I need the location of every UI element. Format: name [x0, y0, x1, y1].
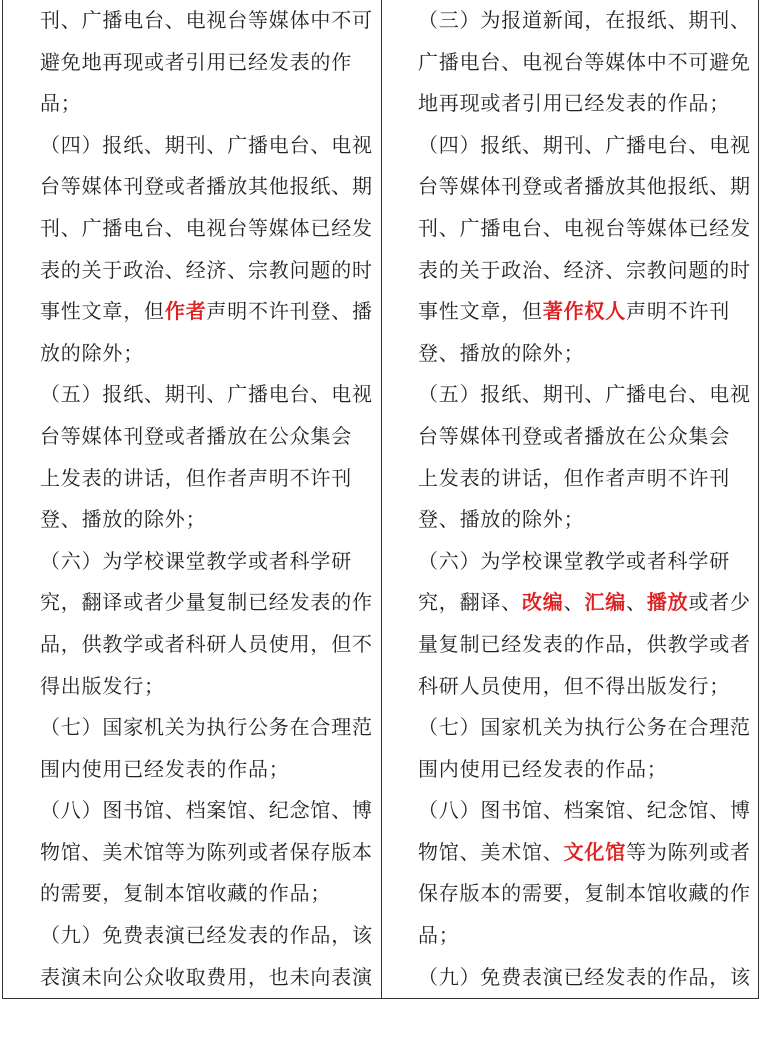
text-segment: 、	[626, 590, 647, 615]
text-segment: 台等媒体刊登或者播放在公众集会	[418, 423, 730, 448]
text-line	[418, 666, 758, 708]
text-line	[418, 707, 758, 749]
text-line	[418, 374, 758, 416]
text-segment: 科研人员使用，但不得出版发行；	[418, 673, 730, 698]
text-line	[418, 624, 758, 666]
text-segment: 登、播放的除外；	[418, 340, 585, 365]
text-segment: （九）免费表演已经发表的作品，该	[418, 964, 751, 989]
text-segment: 或者少	[688, 590, 751, 615]
text-segment: 表演未向公众收取费用，也未向表演	[40, 964, 373, 989]
text-segment: （六）为学校课堂教学或者科学研	[40, 548, 352, 573]
text-line	[418, 873, 758, 915]
text-line	[418, 291, 758, 333]
text-line	[40, 541, 383, 583]
text-segment: 声明不许刊	[626, 299, 731, 324]
text-line	[418, 915, 758, 957]
text-line	[40, 915, 383, 957]
text-segment: 究，翻译、	[418, 590, 522, 615]
text-segment: （三）为报道新闻，在报纸、期刊、	[418, 8, 751, 32]
text-segment: 保存版本的需要，复制本馆收藏的作	[418, 881, 751, 906]
text-segment: 品，供教学或者科研人员使用，但不	[40, 631, 373, 656]
text-segment: 表的关于政治、经济、宗教问题的时	[40, 257, 373, 282]
text-segment: 究，翻译或者少量复制已经发表的作	[40, 590, 373, 615]
text-segment: 事性文章，但	[418, 299, 543, 324]
text-segment: 围内使用已经发表的作品；	[40, 756, 290, 781]
highlighted-change: 改编	[522, 590, 564, 615]
text-line	[418, 250, 758, 292]
text-segment: （五）报纸、期刊、广播电台、电视	[418, 382, 751, 407]
text-segment: 品；	[40, 91, 82, 116]
text-line	[40, 832, 383, 874]
text-segment: （八）图书馆、档案馆、纪念馆、博	[418, 798, 751, 823]
text-segment: （八）图书馆、档案馆、纪念馆、博	[40, 798, 373, 823]
text-line	[418, 0, 758, 42]
text-segment: 物馆、美术馆等为陈列或者保存版本	[40, 839, 373, 864]
text-line	[40, 250, 383, 292]
text-segment: 围内使用已经发表的作品；	[418, 756, 668, 781]
text-line	[40, 707, 383, 749]
text-segment: 登、播放的除外；	[40, 507, 207, 532]
text-segment: 、	[563, 590, 585, 615]
text-line	[40, 790, 383, 832]
highlighted-change: 作者	[164, 299, 207, 324]
text-line	[40, 291, 383, 333]
text-segment: （九）免费表演已经发表的作品，该	[40, 923, 373, 948]
text-line	[418, 416, 758, 458]
text-segment: 表的关于政治、经济、宗教问题的时	[418, 257, 751, 282]
text-segment: 刊、广播电台、电视台等媒体已经发	[40, 215, 373, 240]
text-segment: 上发表的讲话，但作者声明不许刊	[418, 465, 730, 490]
text-line	[418, 208, 758, 250]
text-line	[40, 873, 383, 915]
text-segment: 放的除外；	[40, 340, 144, 365]
text-line	[418, 957, 758, 999]
text-line	[418, 582, 758, 624]
text-segment: （七）国家机关为执行公务在合理范	[40, 715, 373, 740]
text-line	[40, 125, 383, 167]
text-line	[40, 333, 383, 375]
text-segment: 台等媒体刊登或者播放在公众集会	[40, 423, 352, 448]
text-line	[418, 125, 758, 167]
text-segment: （七）国家机关为执行公务在合理范	[418, 715, 751, 740]
text-segment: 地再现或者引用已经发表的作品；	[418, 91, 730, 116]
text-line	[40, 749, 383, 791]
highlighted-change: 文化馆	[563, 839, 627, 864]
comparison-table	[2, 0, 759, 999]
text-line	[40, 0, 383, 42]
text-segment: 台等媒体刊登或者播放其他报纸、期	[40, 174, 373, 199]
text-line	[40, 42, 383, 84]
text-line	[418, 832, 758, 874]
text-line	[40, 499, 383, 541]
text-line	[418, 42, 758, 84]
text-segment: 物馆、美术馆、	[418, 839, 564, 864]
text-line	[418, 458, 758, 500]
right-column-new-text	[418, 0, 758, 998]
text-line	[40, 374, 383, 416]
text-segment: （六）为学校课堂教学或者科学研	[418, 548, 730, 573]
text-line	[40, 416, 383, 458]
highlighted-change: 播放	[646, 590, 689, 615]
highlighted-change: 汇编	[584, 590, 627, 615]
text-segment: 刊、广播电台、电视台等媒体中不可	[40, 8, 373, 32]
text-segment: 避免地再现或者引用已经发表的作	[40, 49, 352, 74]
text-line	[40, 208, 383, 250]
text-segment: 声明不许刊登、播	[206, 299, 373, 324]
text-line	[418, 749, 758, 791]
text-line	[40, 166, 383, 208]
left-column-old-text	[40, 0, 383, 998]
text-segment: 广播电台、电视台等媒体中不可避免	[418, 49, 751, 74]
highlighted-change: 著作权人	[542, 299, 627, 324]
text-segment: （四）报纸、期刊、广播电台、电视	[418, 132, 751, 157]
text-segment: 上发表的讲话，但作者声明不许刊	[40, 465, 352, 490]
text-segment: 登、播放的除外；	[418, 507, 585, 532]
text-line	[418, 499, 758, 541]
text-segment: 事性文章，但	[40, 299, 165, 324]
text-segment: 量复制已经发表的作品，供教学或者	[418, 631, 751, 656]
text-line	[40, 666, 383, 708]
text-segment: 的需要，复制本馆收藏的作品；	[40, 881, 332, 906]
text-segment: 台等媒体刊登或者播放其他报纸、期	[418, 174, 751, 199]
text-segment: （五）报纸、期刊、广播电台、电视	[40, 382, 373, 407]
text-line	[418, 333, 758, 375]
text-line	[418, 83, 758, 125]
text-line	[418, 166, 758, 208]
text-line	[418, 541, 758, 583]
text-line	[40, 458, 383, 500]
text-line	[40, 582, 383, 624]
text-segment: 刊、广播电台、电视台等媒体已经发	[418, 215, 751, 240]
text-line	[40, 957, 383, 999]
text-segment: 得出版发行；	[40, 673, 165, 698]
text-line	[40, 624, 383, 666]
text-segment: 等为陈列或者	[626, 839, 751, 864]
text-segment: 品；	[418, 923, 460, 948]
text-line	[40, 83, 383, 125]
text-segment: （四）报纸、期刊、广播电台、电视	[40, 132, 373, 157]
text-line	[418, 790, 758, 832]
